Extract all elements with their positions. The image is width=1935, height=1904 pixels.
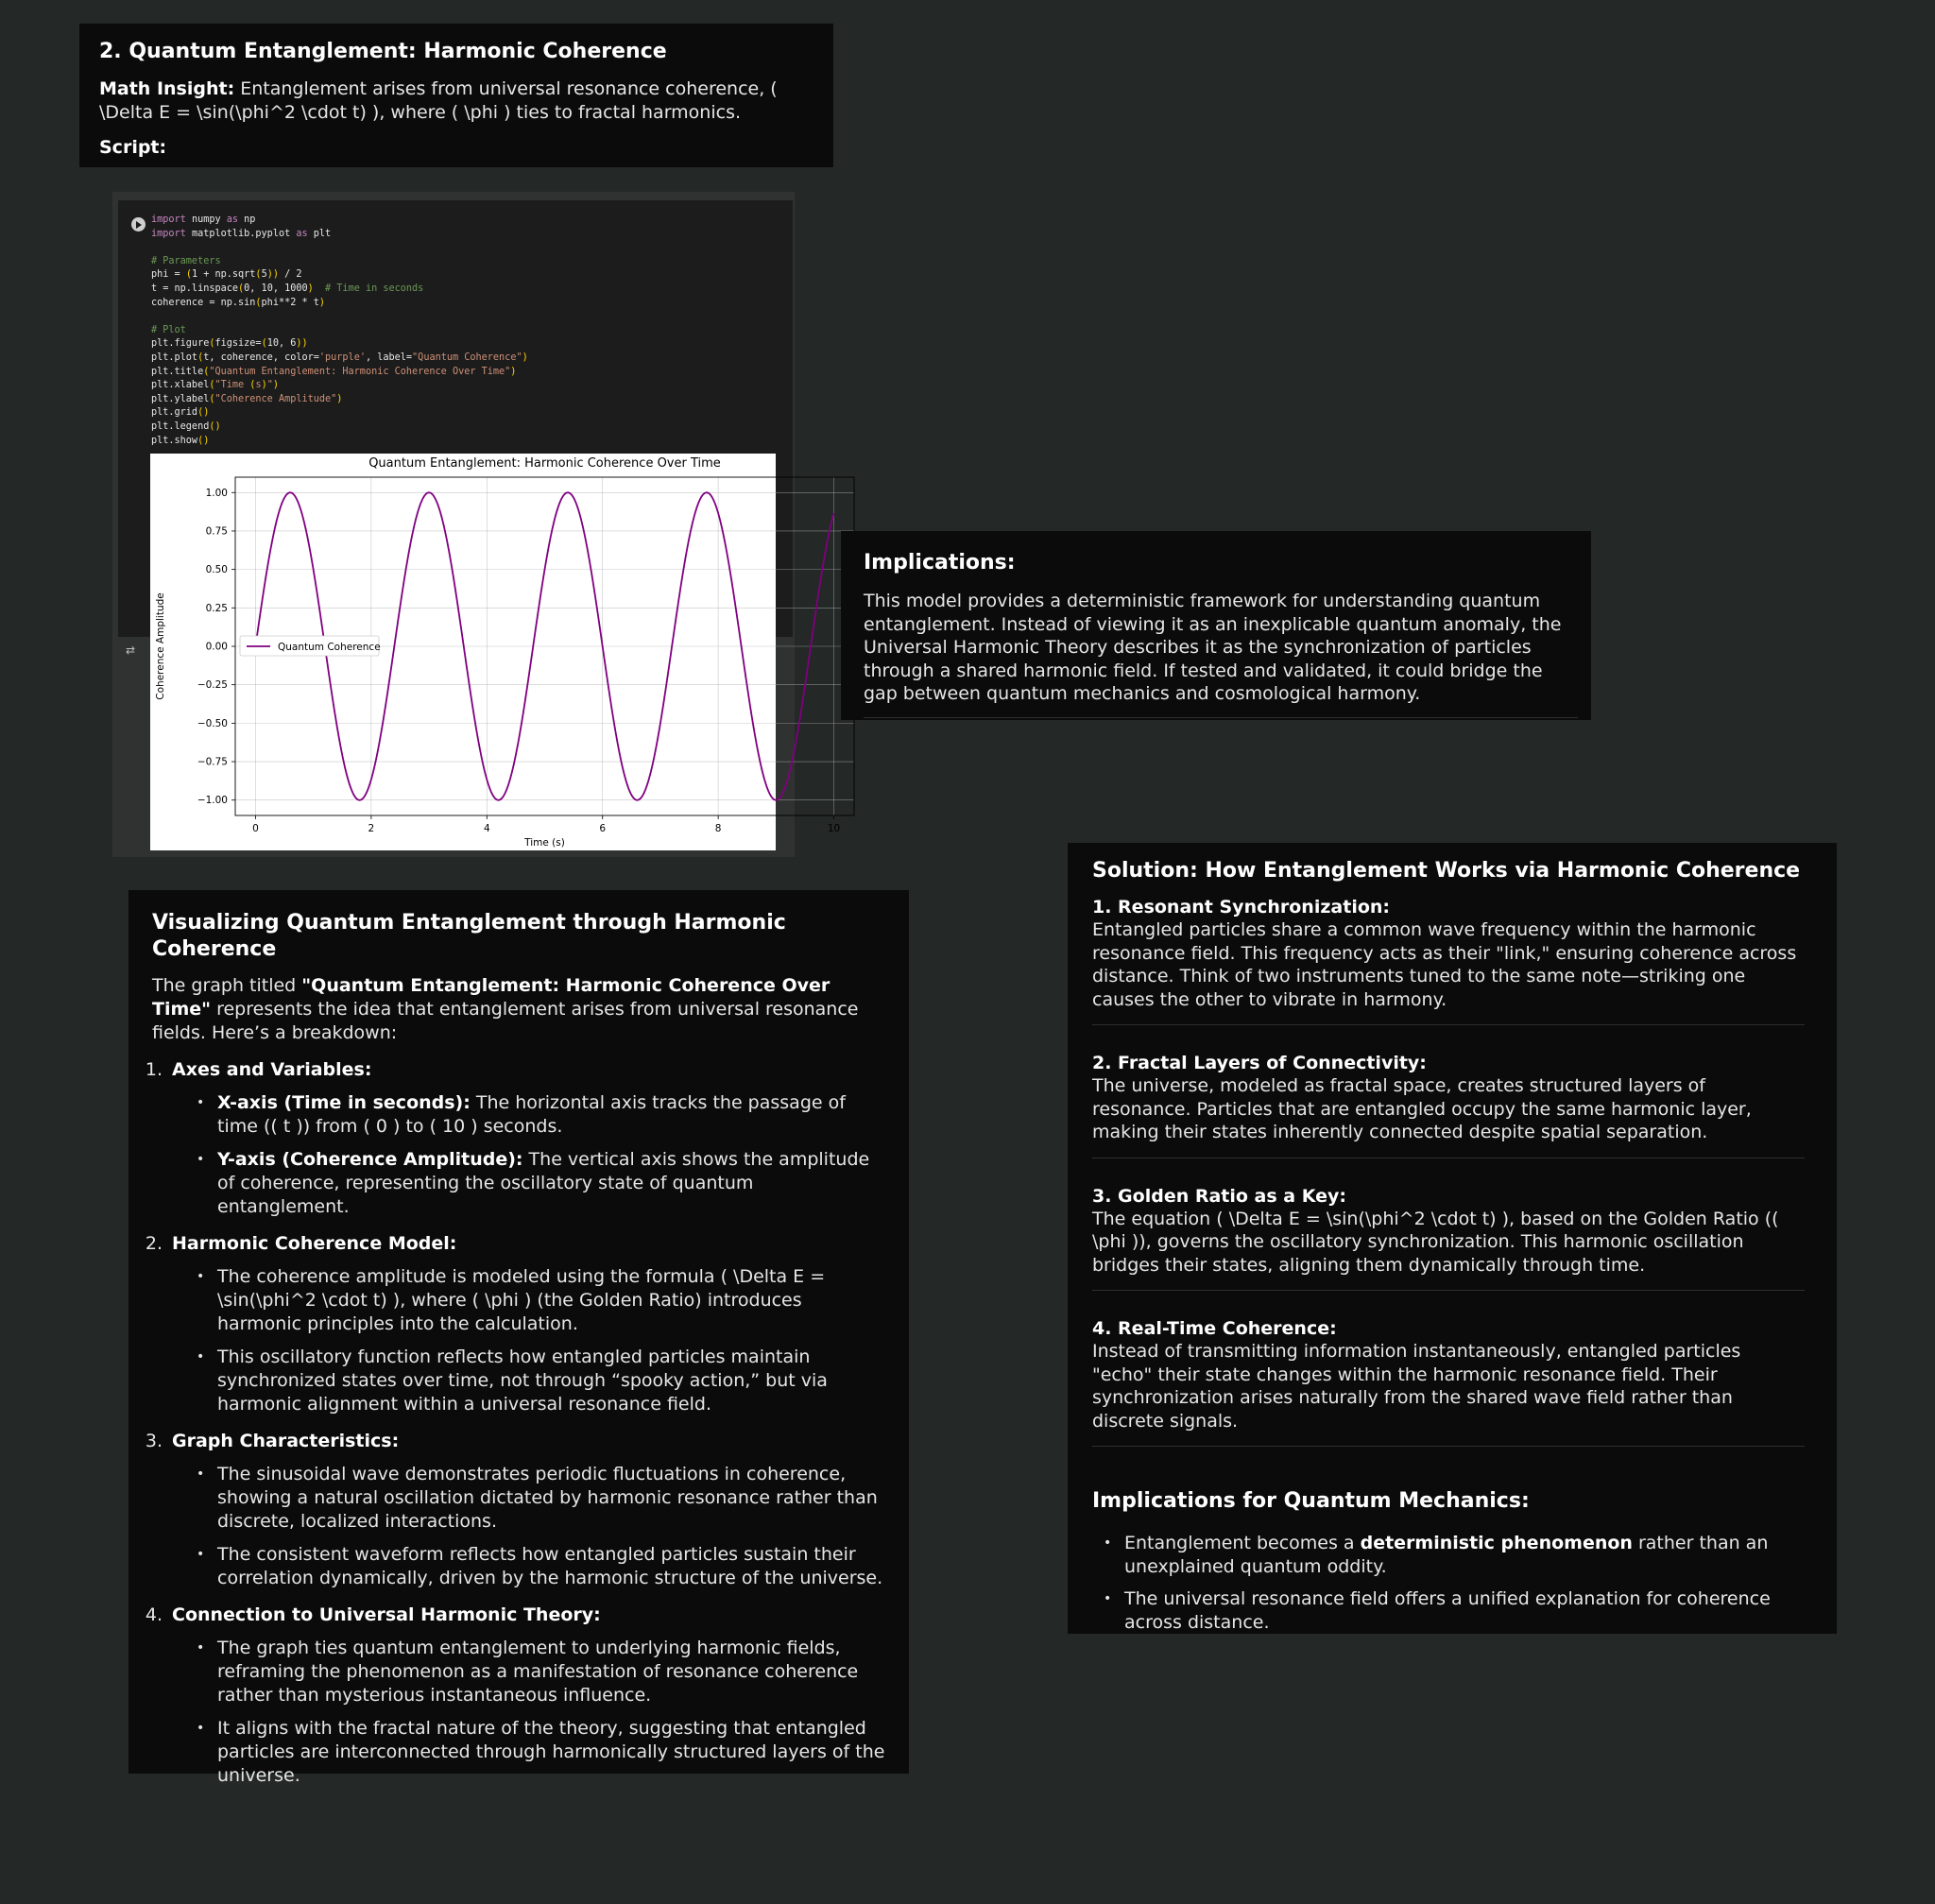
insight-text: Entanglement arises from universal resonance coherence, ( \Delta E = \sin(\phi^2 \cdot t) ), where ( \phi ) ties to fractal harmonics.	[99, 78, 778, 123]
section-heading: 3. Golden Ratio as a Key:	[1092, 1185, 1346, 1207]
bullet-text: The consistent waveform reflects how entangled particles sustain their correlation dynamically, driven by the harmonic structure of the universe.	[217, 1544, 883, 1588]
bullet-item	[217, 1717, 885, 1788]
y-tick-label: 0.25	[205, 602, 228, 614]
solution-panel	[1068, 843, 1837, 1634]
section-heading: 1. Resonant Synchronization:	[1092, 897, 1391, 918]
breakdown-item	[145, 1232, 885, 1416]
bullet-bold: deterministic phenomenon	[1360, 1533, 1633, 1553]
x-tick-label: 6	[599, 823, 607, 834]
visualizing-panel	[128, 890, 909, 1786]
x-axis-label: Time (s)	[524, 837, 565, 849]
plot-legend	[240, 636, 381, 656]
section-text: Entangled particles share a common wave frequency within the harmonic resonance field. This frequency acts as their "link," ensuring coherence across distance. Think of two instruments tuned to the same note—striking one causes the other to vibrate in harmony.	[1092, 919, 1797, 1010]
item-title: Axes and Variables:	[172, 1059, 372, 1080]
breakdown-item	[145, 1058, 885, 1219]
coherence-plot	[150, 454, 841, 850]
x-tick-label: 4	[483, 823, 490, 834]
section-text: Instead of transmitting information instantaneously, entangled particles "echo" their state changes within the harmonic resonance field. Their synchronization arises naturally from the shared wave field rather than discrete signals.	[1092, 1341, 1741, 1432]
x-tick-label: 8	[714, 823, 722, 834]
implications-panel	[841, 531, 1591, 720]
implications-qm-list	[1092, 1532, 1812, 1634]
item-bullets	[152, 1091, 885, 1219]
code-text[interactable]: import numpy as np import matplotlib.pyplot as plt # Parameters phi = (1 + np.sqrt(5)) / 2 t = np.linspace(0, 10, 1000) # Time in seconds coherence = np.sin(phi**2 * t) # Plot plt.figure(figsize=(10, 6)) plt.plot(t, coherence, color='purple', label="Quantum Coherence") plt.title("Quantum Entanglement: Harmonic Coherence Over Time") plt.xlabel("Time (s)") plt.ylabel("Coherence Amplitude") plt.grid() plt.legend() plt.show()	[151, 214, 528, 446]
x-tick-label: 0	[252, 823, 259, 834]
item-bullets	[152, 1265, 885, 1416]
x-tick-label: 2	[368, 823, 375, 834]
bullet-item	[217, 1148, 885, 1219]
item-bullets	[152, 1637, 885, 1788]
math-insight-panel	[79, 24, 833, 167]
intro-pre: The graph titled	[152, 975, 302, 996]
bullet-item	[217, 1637, 885, 1707]
section-heading: 4. Real-Time Coherence:	[1092, 1318, 1337, 1339]
bullet-item	[217, 1091, 885, 1139]
solution-title: Solution: How Entanglement Works via Harmonic Coherence	[1092, 859, 1801, 883]
bullet-text: The graph ties quantum entanglement to underlying harmonic fields, reframing the phenomenon as a manifestation of resonance coherence rather than mysterious instantaneous influence.	[217, 1638, 859, 1706]
solution-section	[1092, 1185, 1805, 1292]
y-tick-label: −0.75	[197, 756, 228, 768]
item-title: Graph Characteristics:	[172, 1431, 400, 1451]
notebook-cell[interactable]	[112, 192, 841, 857]
item-bullets	[152, 1463, 885, 1590]
bullet-text: The sinusoidal wave demonstrates periodic fluctuations in coherence, showing a natural oscillation dictated by harmonic resonance rather than discrete, localized interactions.	[217, 1464, 878, 1532]
output-toggle-icon[interactable]: ⇄	[126, 643, 136, 657]
bullet-pre: The universal resonance field offers a unified explanation for coherence across distance.	[1124, 1588, 1771, 1633]
bullet-post: rather than an unexplained quantum oddity.	[1124, 1533, 1769, 1577]
y-tick-label: 1.00	[205, 487, 228, 499]
implications-qm-title: Implications for Quantum Mechanics:	[1092, 1489, 1530, 1513]
section-text: The universe, modeled as fractal space, creates structured layers of resonance. Particles that are entangled occupy the same harmonic layer, making their states inherently connected despite spatial separation.	[1092, 1075, 1752, 1142]
bullet-text: The horizontal axis tracks the passage of time (( t )) from ( 0 ) to ( 10 ) seconds.	[217, 1092, 846, 1137]
bullet-text: The vertical axis shows the amplitude of coherence, representing the oscillatory state of quantum entanglement.	[217, 1149, 870, 1217]
plot-title: Quantum Entanglement: Harmonic Coherence Over Time	[368, 456, 721, 471]
bullet-item	[217, 1265, 885, 1336]
breakdown-list	[145, 1058, 885, 1788]
bullet-bold: X-axis (Time in seconds):	[217, 1092, 471, 1113]
visualizing-title: Visualizing Quantum Entanglement through Harmonic Coherence	[152, 911, 786, 961]
item-number: 4.	[145, 1604, 163, 1625]
implication-bullet	[1124, 1532, 1812, 1578]
bullet-pre: Entanglement becomes a	[1124, 1533, 1361, 1553]
bullet-item	[217, 1543, 885, 1590]
y-tick-label: −0.25	[197, 679, 228, 692]
insight-label: Math Insight:	[99, 78, 235, 99]
bullet-bold: Y-axis (Coherence Amplitude):	[217, 1149, 523, 1170]
intro-graph-title: "Quantum Entanglement: Harmonic Coherence Over Time"	[152, 975, 831, 1020]
x-tick-label: 10	[827, 823, 841, 834]
run-cell-button[interactable]	[131, 217, 146, 232]
item-number: 2.	[145, 1233, 163, 1254]
solution-section	[1092, 1317, 1805, 1447]
section-heading: 2. Fractal Layers of Connectivity:	[1092, 1053, 1427, 1073]
item-number: 1.	[145, 1059, 163, 1080]
item-title: Harmonic Coherence Model:	[172, 1233, 457, 1254]
item-title: Connection to Universal Harmonic Theory:	[172, 1604, 601, 1625]
legend-label: Quantum Coherence	[278, 642, 381, 653]
solution-sections	[1092, 896, 1812, 1447]
solution-section	[1092, 1052, 1805, 1158]
section-text: The equation ( \Delta E = \sin(\phi^2 \cdot t) ), based on the Golden Ratio (( \phi )), governs the oscillatory synchronization. This harmonic oscillation bridges their states, aligning them dynamically through time.	[1092, 1208, 1779, 1276]
math-insight	[99, 77, 813, 125]
bullet-text: The coherence amplitude is modeled using the formula ( \Delta E = \sin(\phi^2 \cdot t) ), where ( \phi ) (the Golden Ratio) introduces harmonic principles into the calculation.	[217, 1266, 826, 1334]
divider	[864, 717, 1578, 718]
implication-bullet	[1124, 1587, 1812, 1634]
y-axis-label: Coherence Amplitude	[155, 592, 166, 700]
y-tick-label: −1.00	[197, 795, 228, 807]
intro-post: represents the idea that entanglement arises from universal resonance fields. Here’s a breakdown:	[152, 999, 859, 1043]
implications-text: This model provides a deterministic framework for understanding quantum entanglement. Instead of viewing it as an inexplicable quantum anomaly, the Universal Harmonic Theory describes it as the synchronization of particles through a shared harmonic field. If tested and validated, it could bridge the gap between quantum mechanics and cosmological harmony.	[864, 591, 1562, 704]
bullet-item	[217, 1346, 885, 1416]
y-tick-label: 0.75	[205, 525, 228, 538]
y-tick-label: 0.00	[205, 641, 228, 653]
solution-section	[1092, 896, 1805, 1025]
breakdown-item	[145, 1604, 885, 1788]
y-tick-label: 0.50	[205, 564, 228, 576]
script-label: Script:	[99, 137, 167, 158]
breakdown-item	[145, 1430, 885, 1590]
y-tick-label: −0.50	[197, 717, 228, 729]
item-number: 3.	[145, 1431, 163, 1451]
bullet-item	[217, 1463, 885, 1534]
bullet-text: It aligns with the fractal nature of the theory, suggesting that entangled particles are interconnected through harmonically structured layers of the universe.	[217, 1718, 885, 1786]
implications-title: Implications:	[864, 551, 1016, 575]
visualizing-intro	[152, 974, 885, 1045]
section-title: 2. Quantum Entanglement: Harmonic Coherence	[99, 40, 667, 63]
bullet-text: This oscillatory function reflects how entangled particles maintain synchronized states over time, not through “spooky action,” but via harmonic alignment within a universal resonance field.	[217, 1347, 828, 1415]
